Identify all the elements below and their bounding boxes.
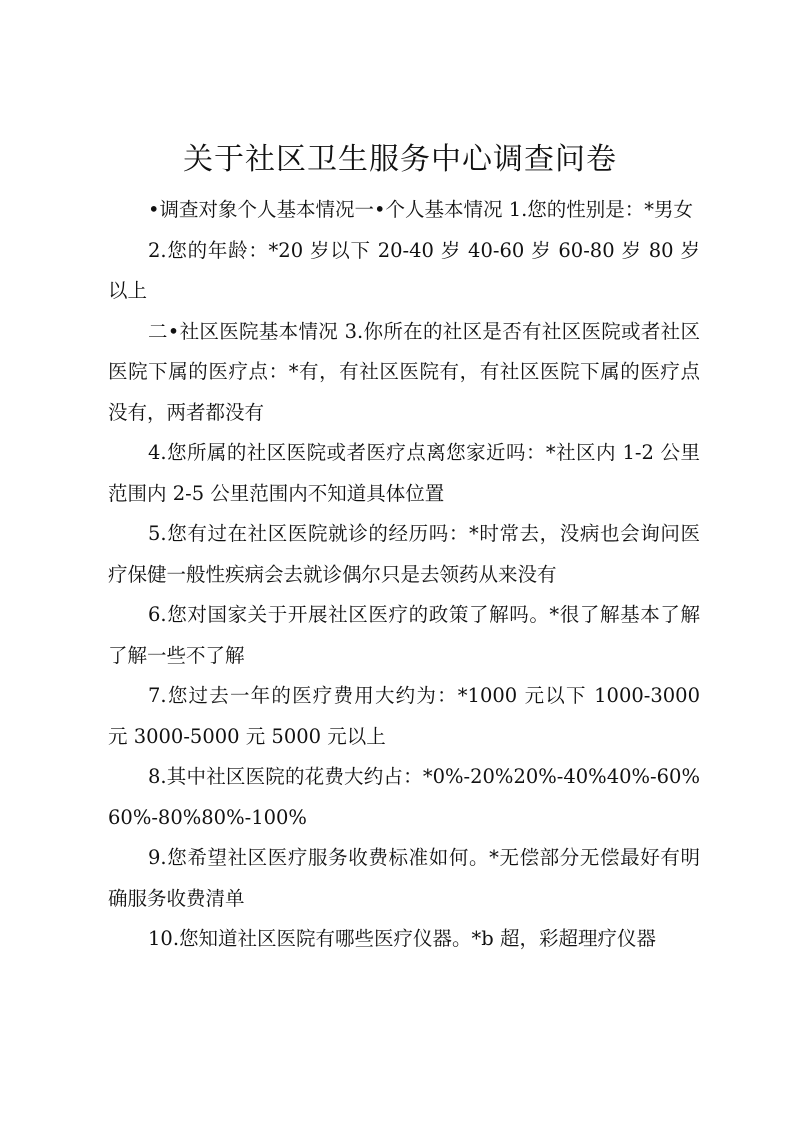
paragraph-cost-share: 8.其中社区医院的花费大约占：*0%-20%20%-40%40%-60%60%-80%80%-100%	[108, 765, 700, 829]
document-title: 关于社区卫生服务中心调查问卷	[183, 142, 617, 177]
paragraph-personal-info: •调查对象个人基本情况一•个人基本情况 1.您的性别是：*男女	[148, 198, 694, 221]
paragraph-medical-cost: 7.您过去一年的医疗费用大约为：*1000 元以下 1000-3000 元 3000-5000 元 5000 元以上	[108, 684, 700, 748]
paragraph-age: 2.您的年龄：*20 岁以下 20-40 岁 40-60 岁 60-80 岁 80 岁以上	[108, 238, 700, 302]
paragraph-equipment: 10.您知道社区医院有哪些医疗仪器。*b 超，彩超理疗仪器	[148, 927, 656, 950]
paragraph-policy-awareness: 6.您对国家关于开展社区医疗的政策了解吗。*很了解基本了解了解一些不了解	[108, 603, 700, 667]
paragraph-fee-standard: 9.您希望社区医疗服务收费标准如何。*无偿部分无偿最好有明确服务收费清单	[108, 846, 700, 910]
paragraph-distance: 4.您所属的社区医院或者医疗点离您家近吗：*社区内 1-2 公里范围内 2-5 公里范围内不知道具体位置	[108, 441, 700, 505]
paragraph-visit-history: 5.您有过在社区医院就诊的经历吗：*时常去，没病也会询问医疗保健一般性疾病会去就诊偶尔只是去领药从来没有	[108, 522, 700, 586]
document-body	[108, 190, 700, 960]
paragraph-community-hospital: 二•社区医院基本情况 3.你所在的社区是否有社区医院或者社区医院下属的医疗点：*有，有社区医院有，有社区医院下属的医疗点没有，两者都没有	[108, 319, 700, 424]
